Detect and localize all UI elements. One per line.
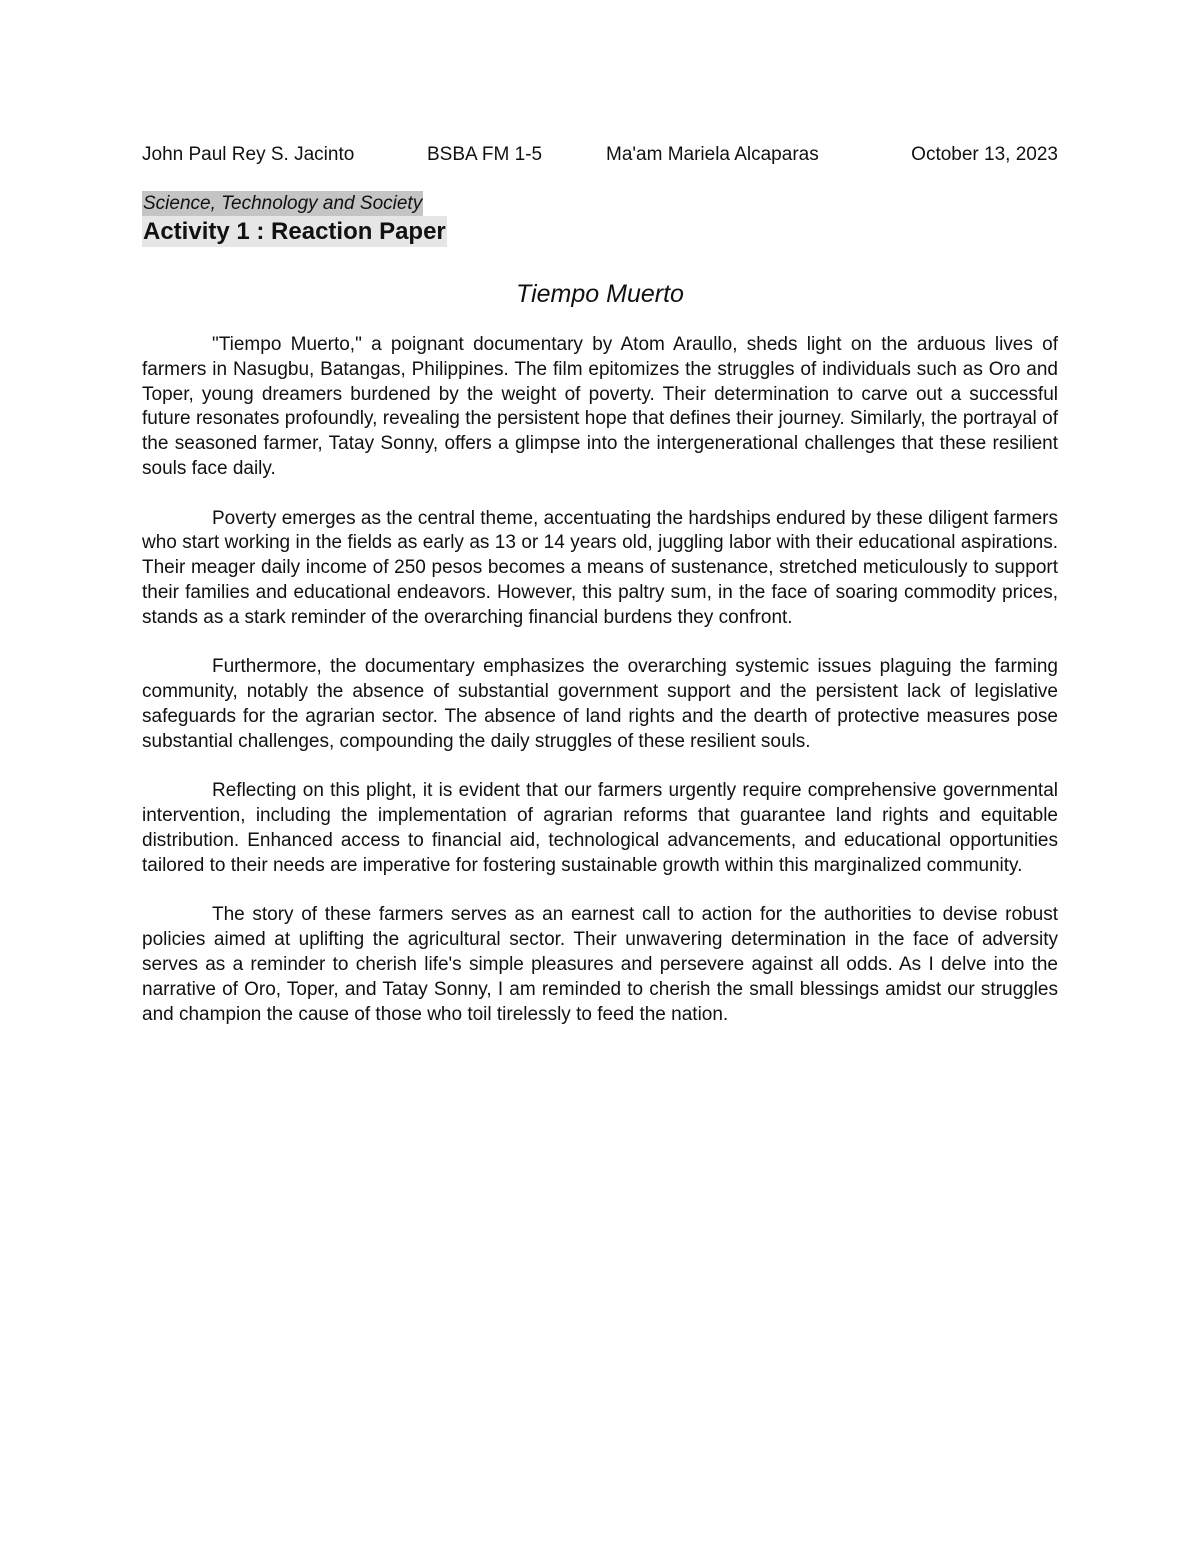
activity-title: Activity 1 : Reaction Paper [143, 218, 446, 245]
paragraph: Poverty emerges as the central theme, accentuating the hardships endured by these diligent farmers who start working in the fields as early as 13 or 14 years old, juggling labor with their educational aspirations. Their meager daily income of 250 pesos becomes a means of sustenance, stretched meticulously to support their families and educational endeavors. However, this paltry sum, in the face of soaring commodity prices, stands as a stark reminder of the overarching financial burdens they confront. [142, 507, 1058, 628]
paragraph: Reflecting on this plight, it is evident that our farmers urgently require comprehensive governmental intervention, including the implementation of agrarian reforms that guarantee land rights and equitable distribution. Enhanced access to financial aid, technological advancements, and educational opportunities tailored to their needs are imperative for fostering sustainable growth within this marginalized community. [142, 780, 1058, 876]
student-name: John Paul Rey S. Jacinto [142, 144, 355, 165]
body-text [142, 333, 1058, 1052]
paragraph: "Tiempo Muerto," a poignant documentary by Atom Araullo, sheds light on the arduous lives of farmers in Nasugbu, Batangas, Philippines. The film epitomizes the struggles of individuals such as Oro and Toper, young dreamers burdened by the weight of poverty. Their determination to carve out a successful future resonates profoundly, revealing the persistent hope that defines their journey. Similarly, the portrayal of the seasoned farmer, Tatay Sonny, offers a glimpse into the intergenerational challenges that these resilient souls face daily. [142, 334, 1058, 479]
course-section: BSBA FM 1-5 [427, 144, 543, 165]
paragraph: Furthermore, the documentary emphasizes the overarching systemic issues plaguing the farming community, notably the absence of substantial government support and the persistent lack of legislative safeguards for the agrarian sector. The absence of land rights and the dearth of protective measures pose substantial challenges, compounding the daily struggles of these resilient souls. [142, 656, 1058, 752]
subject-block [142, 191, 447, 247]
submission-date: October 13, 2023 [911, 144, 1058, 165]
header-line [142, 141, 1058, 169]
subject-title: Science, Technology and Society [143, 193, 423, 214]
document-title: Tiempo Muerto [516, 280, 684, 308]
paragraph: The story of these farmers serves as an earnest call to action for the authorities to devise robust policies aimed at uplifting the agricultural sector. Their unwavering determination in the face of adversity serves as a reminder to cherish life's simple pleasures and persevere against all odds. As I delve into the narrative of Oro, Toper, and Tatay Sonny, I am reminded to cherish the small blessings amidst our struggles and champion the cause of those who toil tirelessly to feed the nation. [142, 904, 1058, 1025]
instructor-name: Ma'am Mariela Alcaparas [606, 144, 819, 165]
